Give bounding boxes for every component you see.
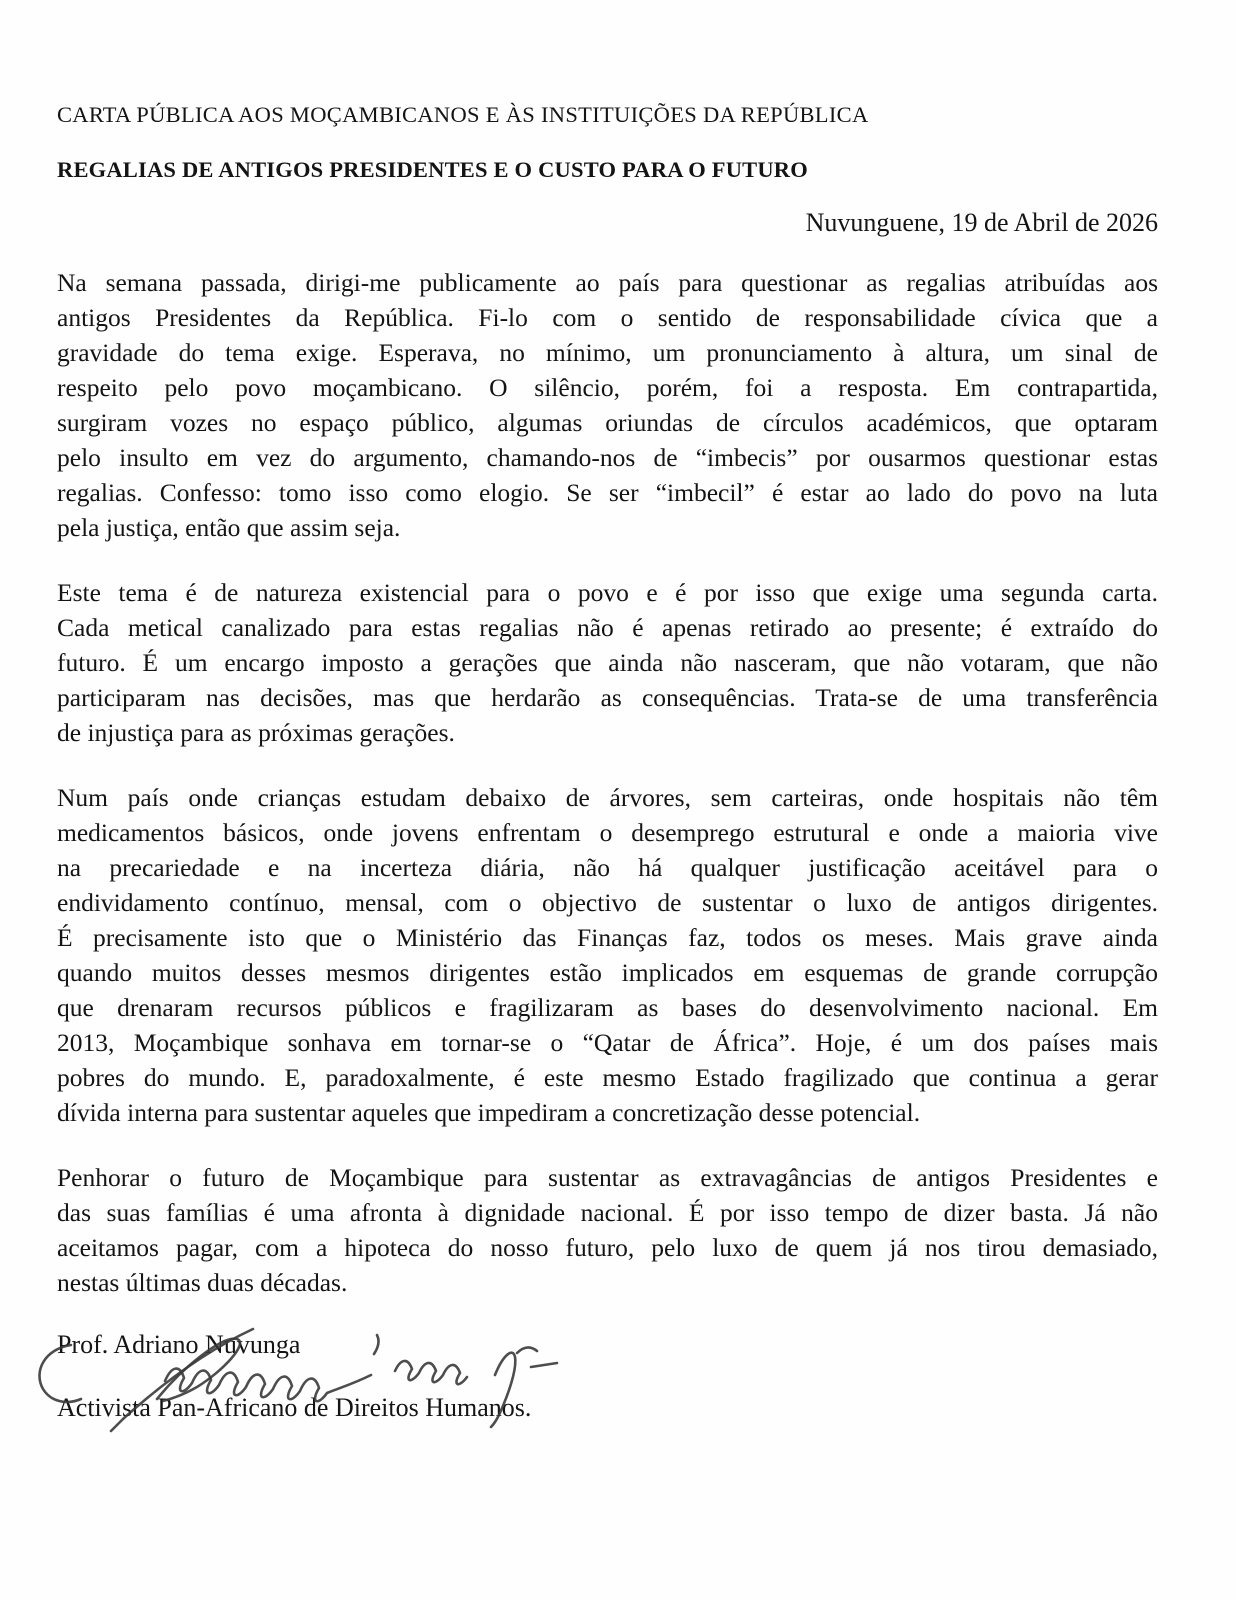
paragraph-line: medicamentos básicos, onde jovens enfrentam o desemprego estrutural e onde a maioria vive [57,818,1158,847]
letter-title: CARTA PÚBLICA AOS MOÇAMBICANOS E ÀS INSTITUIÇÕES DA REPÚBLICA [57,102,869,127]
paragraph-line: Na semana passada, dirigi-me publicamente ao país para questionar as regalias atribuídas aos [57,268,1158,297]
paragraph-line: dívida interna para sustentar aqueles que impediram a concretização desse potencial. [57,1098,921,1127]
letter-subtitle: REGALIAS DE ANTIGOS PRESIDENTES E O CUSTO PARA O FUTURO [57,157,808,182]
paragraph-line: nestas últimas duas décadas. [57,1268,348,1297]
paragraph-line: pobres do mundo. E, paradoxalmente, é este mesmo Estado fragilizado que continua a gerar [57,1063,1158,1092]
paragraph-line: respeito pelo povo moçambicano. O silêncio, porém, foi a resposta. Em contrapartida, [57,373,1158,402]
paragraph [57,265,1158,545]
paragraph-line: endividamento contínuo, mensal, com o objectivo de sustentar o luxo de antigos dirigentes. [57,888,1158,917]
paragraph-line: É precisamente isto que o Ministério das Finanças faz, todos os meses. Mais grave ainda [57,923,1158,952]
paragraph-line: pela justiça, então que assim seja. [57,513,401,542]
paragraph [57,575,1158,750]
paragraph [57,1160,1158,1300]
paragraph-line: futuro. É um encargo imposto a gerações que ainda não nasceram, que não votaram, que não [57,648,1158,677]
paragraph-line: na precariedade e na incerteza diária, não há qualquer justificação aceitável para o [57,853,1158,882]
paragraph-line: Este tema é de natureza existencial para o povo e é por isso que exige uma segunda carta. [57,578,1158,607]
paragraph-line: Penhorar o futuro de Moçambique para sustentar as extravagâncias de antigos Presidentes e [57,1163,1158,1192]
paragraph-line: pelo insulto em vez do argumento, chamando-nos de “imbecis” por ousarmos questionar estas [57,443,1158,472]
paragraph-line: Cada metical canalizado para estas regalias não é apenas retirado ao presente; é extraído do [57,613,1158,642]
paragraph [57,780,1158,1130]
paragraph-line: Num país onde crianças estudam debaixo de árvores, sem carteiras, onde hospitais não têm [57,783,1158,812]
paragraph-line: regalias. Confesso: tomo isso como elogio. Se ser “imbecil” é estar ao lado do povo na luta [57,478,1158,507]
signature-block [57,1327,1158,1425]
letter-body [57,239,1158,1300]
paragraph-line: aceitamos pagar, com a hipoteca do nosso futuro, pelo luxo de quem já nos tirou demasiado, [57,1233,1158,1262]
paragraph-line: quando muitos desses mesmos dirigentes estão implicados em esquemas de grande corrupção [57,958,1158,987]
paragraph-line: das suas famílias é uma afronta à dignidade nacional. É por isso tempo de dizer basta. Já não [57,1198,1158,1227]
paragraph-line: que drenaram recursos públicos e fragilizaram as bases do desenvolvimento nacional. Em [57,993,1158,1022]
paragraph-line: de injustiça para as próximas gerações. [57,718,455,747]
paragraph-line: antigos Presidentes da República. Fi-lo com o sentido de responsabilidade cívica que a [57,303,1158,332]
paragraph-line: surgiram vozes no espaço público, algumas oriundas de círculos académicos, que optaram [57,408,1158,437]
signature-name: Prof. Adriano Nuvunga [57,1330,301,1359]
signature-role: Activista Pan-Africano de Direitos Humanos. [57,1393,532,1422]
dateline: Nuvunguene, 19 de Abril de 2026 [805,208,1158,237]
paragraph-line: 2013, Moçambique sonhava em tornar-se o “Qatar de África”. Hoje, é um dos países mais [57,1028,1158,1057]
paragraph-line: gravidade do tema exige. Esperava, no mínimo, um pronunciamento à altura, um sinal de [57,338,1158,367]
paragraph-line: participaram nas decisões, mas que herdarão as consequências. Trata-se de uma transferência [57,683,1158,712]
